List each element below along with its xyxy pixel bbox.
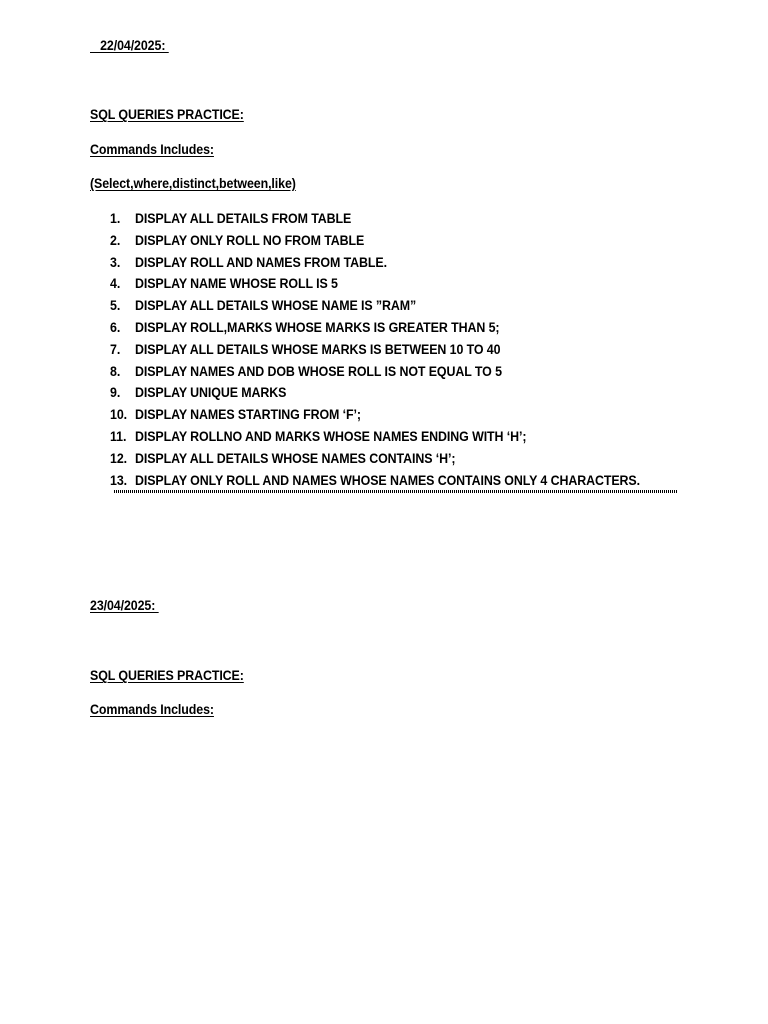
date-heading-2: 23/04/2025: [90,598,159,613]
commands-list-1: (Select,where,distinct,between,like) [90,176,296,191]
list-text: DISPLAY ONLY ROLL AND NAMES WHOSE NAMES CONTAINS ONLY 4 CHARACTERS. [135,472,640,488]
list-item [110,449,684,471]
list-number: 13. [110,472,127,488]
list-item [110,340,684,362]
list-number: 8. [110,363,121,379]
section-heading-2: SQL QUERIES PRACTICE: [90,668,244,683]
list-number: 1. [110,211,121,226]
dotted-divider [114,490,678,493]
list-text: DISPLAY ALL DETAILS FROM TABLE [135,211,352,226]
list-number: 3. [110,254,121,270]
list-item [110,209,684,231]
list-text: DISPLAY NAMES AND DOB WHOSE ROLL IS NOT EQUAL TO 5 [135,363,502,379]
list-text: DISPLAY ALL DETAILS WHOSE NAME IS ”RAM” [135,298,417,314]
list-item [110,427,684,449]
list-number: 10. [110,407,127,423]
list-number: 4. [110,276,121,292]
list-text: DISPLAY NAMES STARTING FROM ‘F’; [135,407,361,423]
list-item [110,318,684,340]
list-number: 11. [110,428,127,444]
list-text: DISPLAY ONLY ROLL NO FROM TABLE [135,232,365,248]
list-text: DISPLAY UNIQUE MARKS [135,385,287,401]
list-text: DISPLAY ROLL AND NAMES FROM TABLE. [135,254,387,270]
list-text: DISPLAY ALL DETAILS WHOSE MARKS IS BETWEEN 10 TO 40 [135,341,501,357]
list-number: 2. [110,232,121,248]
list-item [110,383,684,405]
list-item [110,405,684,427]
list-item [110,362,684,384]
list-item [110,274,684,296]
list-text: DISPLAY ROLLNO AND MARKS WHOSE NAMES ENDING WITH ‘H’; [135,428,527,444]
list-item [110,253,684,275]
query-list [110,209,684,492]
list-text: DISPLAY ROLL,MARKS WHOSE MARKS IS GREATER THAN 5; [135,319,500,335]
list-item [110,296,684,318]
list-number: 5. [110,298,121,314]
list-text: DISPLAY ALL DETAILS WHOSE NAMES CONTAINS ‘H’; [135,450,456,466]
list-number: 7. [110,341,121,357]
list-number: 6. [110,319,121,335]
list-text: DISPLAY NAME WHOSE ROLL IS 5 [135,276,338,292]
section-heading-1: SQL QUERIES PRACTICE: [90,107,244,122]
list-item [110,231,684,253]
date-heading-1: 22/04/2025: [90,38,169,53]
commands-label-2: Commands Includes: [90,702,214,717]
list-number: 12. [110,450,127,466]
commands-label-1: Commands Includes: [90,142,214,157]
list-number: 9. [110,385,121,401]
